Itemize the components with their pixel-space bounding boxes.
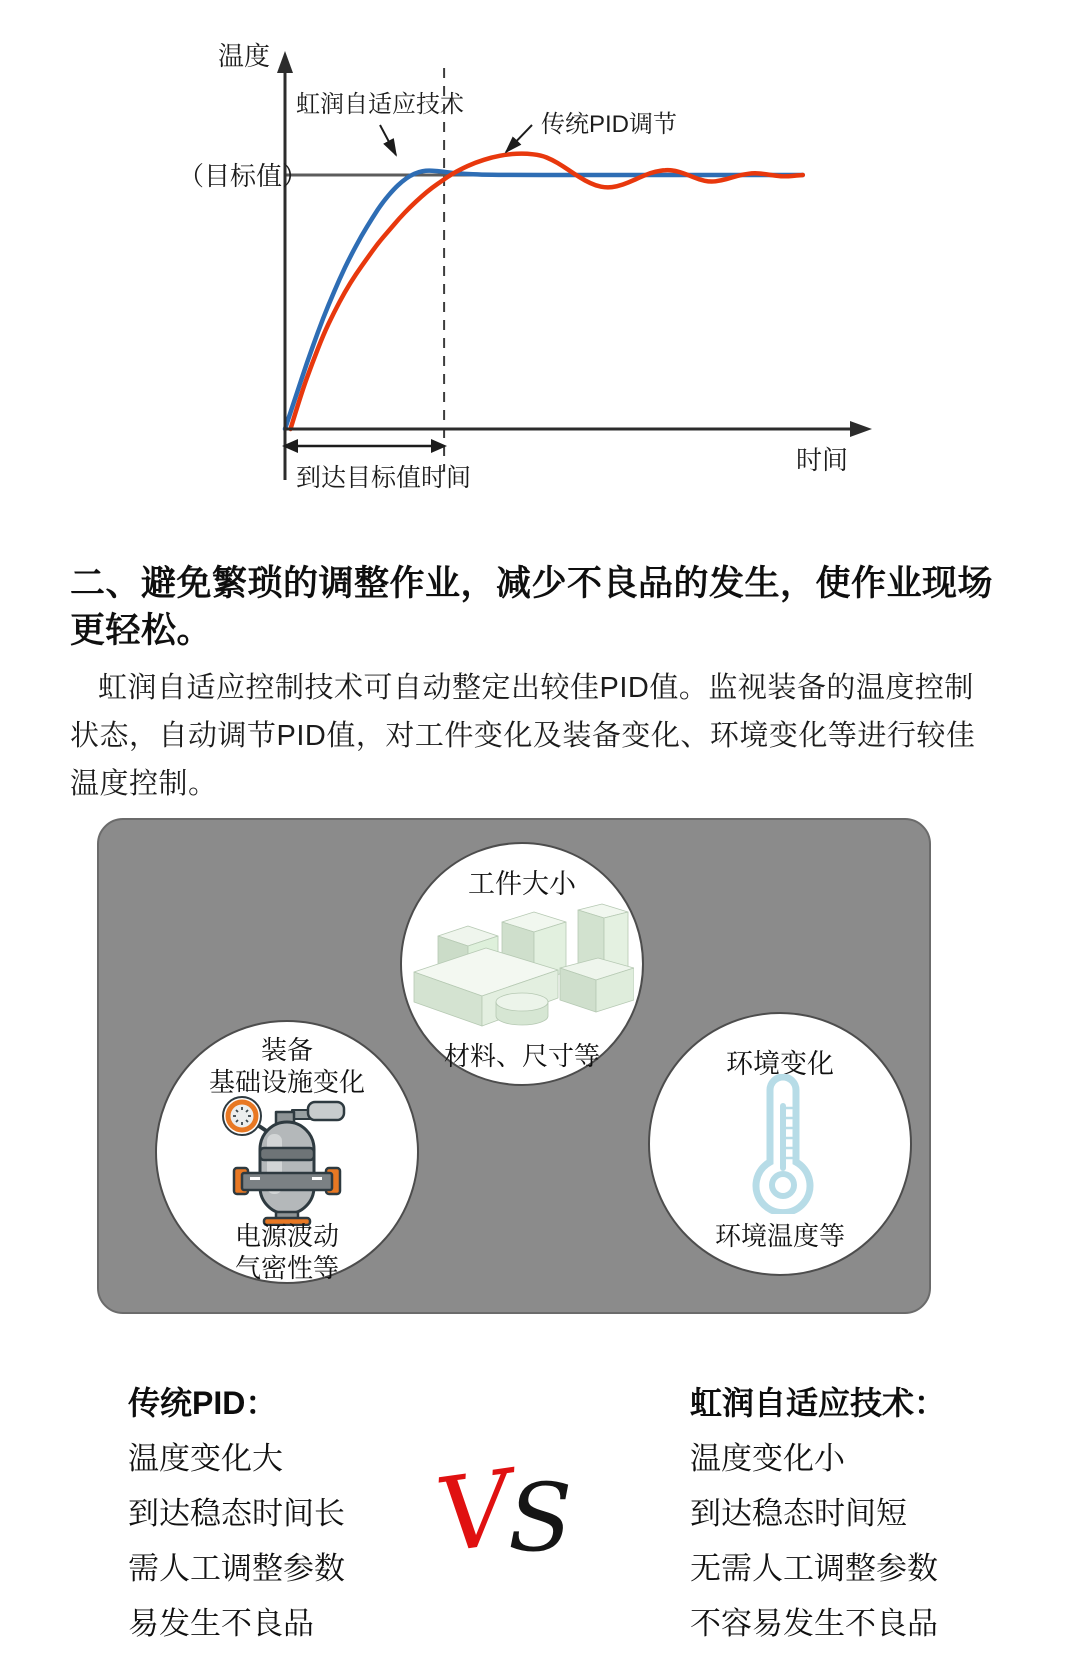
- thermometer-icon: [738, 1074, 828, 1214]
- vs-letter-v: V: [430, 1448, 520, 1577]
- comparison-left-item-1: 温度变化大: [128, 1441, 283, 1476]
- factor-circle-workpiece: [400, 842, 644, 1086]
- environment-title: 环境变化: [726, 1049, 834, 1079]
- reach-time-label: 到达目标值时间: [296, 464, 472, 492]
- comparison-right-item-2: 到达稳态时间短: [690, 1496, 907, 1531]
- chart-figure: [0, 0, 1080, 500]
- vs-letter-s: S: [508, 1464, 573, 1573]
- comparison-left-header: 传统PID：: [128, 1385, 278, 1421]
- equipment-title-line2: 基础设施变化: [208, 1067, 365, 1097]
- adaptive-curve: [285, 171, 803, 429]
- intro-paragraph-line1: 虹润自适应控制技术可自动整定出较佳PID值。监视装备的温度控制: [98, 672, 974, 704]
- comparison-left-item-2: 到达稳态时间长: [128, 1496, 345, 1531]
- x-axis-label: 时间: [796, 445, 849, 475]
- section-heading-line1: 二、避免繁琐的调整作业，减少不良品的发生，使作业现场: [70, 564, 994, 603]
- pid-curve: [291, 154, 803, 429]
- pressure-vessel-gauge-icon: [212, 1094, 362, 1226]
- comparison-right-item-4: 不容易发生不良品: [690, 1606, 938, 1641]
- comparison-right-item-1: 温度变化小: [690, 1441, 845, 1476]
- pid-annotation-arrow: [506, 125, 532, 152]
- comparison-right-header: 虹润自适应技术：: [690, 1385, 947, 1421]
- workpiece-blocks-icon: [410, 896, 634, 1036]
- y-axis-label: 温度: [218, 41, 271, 71]
- chart-svg: [170, 25, 890, 495]
- y-axis-arrow-icon: [277, 51, 293, 73]
- x-axis-arrow-icon: [850, 421, 872, 437]
- equipment-caption-line2: 气密性等: [234, 1253, 339, 1283]
- intro-paragraph-line2: 状态，自动调节PID值，对工件变化及装备变化、环境变化等进行较佳: [70, 720, 976, 752]
- workpiece-caption: 材料、尺寸等: [443, 1041, 600, 1071]
- target-value-label: （目标值）: [178, 161, 309, 191]
- pid-curve-label: 传统PID调节: [541, 111, 678, 138]
- adaptive-curve-label: 虹润自适应技术: [296, 91, 464, 118]
- factor-circle-equipment: [155, 1020, 419, 1284]
- section-heading-line2: 更轻松。: [70, 611, 213, 650]
- environment-caption: 环境温度等: [714, 1221, 845, 1251]
- comparison-right-item-3: 无需人工调整参数: [690, 1551, 938, 1586]
- adaptive-annotation-arrow: [380, 125, 396, 155]
- equipment-title-line1: 装备: [260, 1035, 313, 1065]
- comparison-left-item-4: 易发生不良品: [128, 1606, 314, 1641]
- factor-circle-environment: [648, 1012, 912, 1276]
- intro-paragraph-line3: 温度控制。: [70, 768, 218, 800]
- comparison-left-item-3: 需人工调整参数: [128, 1551, 345, 1586]
- equipment-caption-line1: 电源波动: [234, 1221, 339, 1251]
- workpiece-title: 工件大小: [468, 869, 576, 899]
